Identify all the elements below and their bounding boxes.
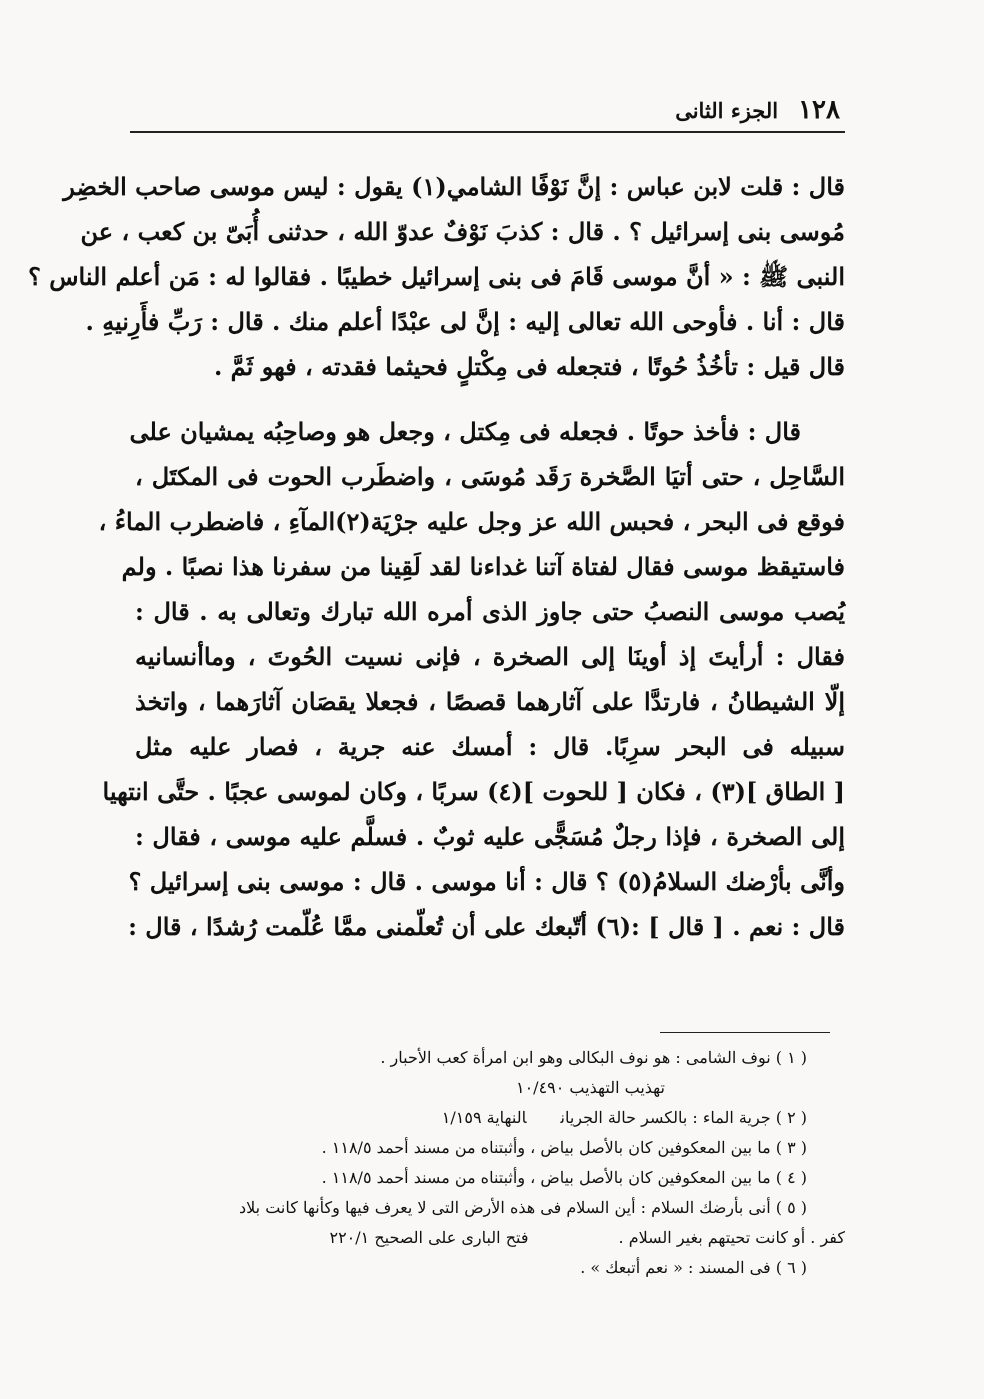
- footnote-6: ( ٦ ) فى المسند : « نعم أتبعك » .: [580, 1258, 807, 1277]
- text-line: قال : فأخذ حوتًا . فجعله فى مِكتل ، وجعل هو وصاحِبُه يمشيان على: [129, 417, 801, 446]
- footnote-2-source: النهاية ١/١٥٩: [441, 1108, 527, 1127]
- part-title: الجزء الثانى: [675, 97, 779, 123]
- text-line: فقال : أرأيتَ إذ أوينَا إلى الصخرة ، فإنى نسيت الحُوتَ ، وماأنسانيه: [135, 642, 845, 671]
- text-line: فاستيقظ موسى فقال لفتاة آتنا غداءنا لقد لَقِينا من سفرنا هذا نصبًا . ولم: [121, 552, 845, 581]
- text-line: إلّا الشيطانُ ، فارتدَّا على آثارهما قصصًا ، فجعلا يقصَان آثارَهما ، واتخذ: [135, 687, 845, 716]
- footnote-5-cont: [135, 1223, 845, 1253]
- text-line: السَّاحِل ، حتى أتيَا الصَّخرة رَقَد مُوسَى ، واضطَرب الحوت فى المكتَل ،: [135, 462, 845, 491]
- text-line: قال : قلت لابن عباس : إنَّ نَوْفًا الشامي(١) يقول : ليس موسى صاحب الخضِر: [63, 172, 845, 201]
- text-line: النبى ﷺ : « أنَّ موسى قَامَ فى بنى إسرائيل خطيبًا . فقالوا له : مَن أعلم الناس ؟: [28, 262, 845, 291]
- footnote-2: [135, 1103, 845, 1133]
- footnote-3: ( ٣ ) ما بين المعكوفين كان بالأصل بياض ، وأثبتناه من مسند أحمد ١١٨/٥ .: [321, 1138, 807, 1157]
- footnote-1: ( ١ ) نوف الشامى : هو نوف البكالى وهو ابن امرأة كعب الأحبار .: [380, 1048, 807, 1067]
- footnote-5-source: فتح البارى على الصحيح ٢٢٠/١: [329, 1228, 529, 1247]
- footnote-5-text: كفر . أو كانت تحيتهم بغير السلام .: [618, 1228, 845, 1247]
- text-line: قال : أنا . فأوحى الله تعالى إليه : إنَّ لى عبْدًا أعلم منك . قال : رَبِّ فأَرِنيهِ .: [85, 307, 845, 336]
- header-rule: [130, 131, 845, 133]
- text-line: إلى الصخرة ، فإذا رجلٌ مُسَجًّى عليه ثوبٌ . فسلَّم عليه موسى ، فقال :: [135, 822, 845, 851]
- footnote-2-text: ( ٢ ) جرية الماء : بالكسر حالة الجريان: [560, 1108, 807, 1127]
- footnote-1-source: تهذيب التهذيب ١٠/٤٩٠: [515, 1078, 665, 1097]
- footnotes: [135, 1043, 845, 1283]
- paragraph-gap: [135, 389, 845, 409]
- running-header: [130, 92, 840, 128]
- footnote-5: ( ٥ ) أنى بأرضك السلام : أين السلام فى هذه الأرض التى لا يعرف فيها وكأنها كانت بلاد: [238, 1198, 807, 1217]
- text-line: [ الطاق ](٣) ، فكان [ للحوت ](٤) سربًا ، وكان لموسى عجبًا . حتَّى انتهيا: [102, 777, 845, 806]
- main-text: [28, 164, 845, 949]
- footnote-rule: [660, 1032, 830, 1033]
- text-line: قال قيل : تأخُذُ حُوتًا ، فتجعله فى مِكْتلٍ فحيثما فقدته ، فهو ثَمَّ .: [213, 352, 845, 381]
- text-line: قال : نعم . [ قال ] :(٦) أتّبعك على أن تُعلّمنى ممَّا عُلّمت رُشدًا ، قال :: [128, 912, 845, 941]
- text-line: وأنَّى بأرْضك السلامُ(٥) ؟ قال : أنا موسى . قال : موسى بنى إسرائيل ؟: [128, 867, 845, 896]
- paragraph-1: [28, 164, 845, 389]
- text-line: سبيله فى البحر سرِبًا. قال : أمسك عنه جرية ، فصار عليه مثل: [135, 732, 845, 761]
- text-line: مُوسى بنى إسرائيل ؟ . قال : كذبَ نَوْفٌ عدوّ الله ، حدثنى أُبَىّ بن كعب ، عن: [80, 217, 845, 246]
- page-number: ١٢٨: [798, 95, 840, 125]
- paragraph-2: [98, 409, 845, 949]
- footnote-4: ( ٤ ) ما بين المعكوفين كان بالأصل بياض ، وأثبتناه من مسند أحمد ١١٨/٥ .: [321, 1168, 807, 1187]
- text-line: فوقع فى البحر ، فحبس الله عز وجل عليه جرْيَة(٢)المآءِ ، فاضطرب الماءُ ،: [98, 507, 845, 536]
- text-line: يُصب موسى النصبُ حتى جاوز الذى أمره الله تبارك وتعالى به . قال :: [135, 597, 845, 626]
